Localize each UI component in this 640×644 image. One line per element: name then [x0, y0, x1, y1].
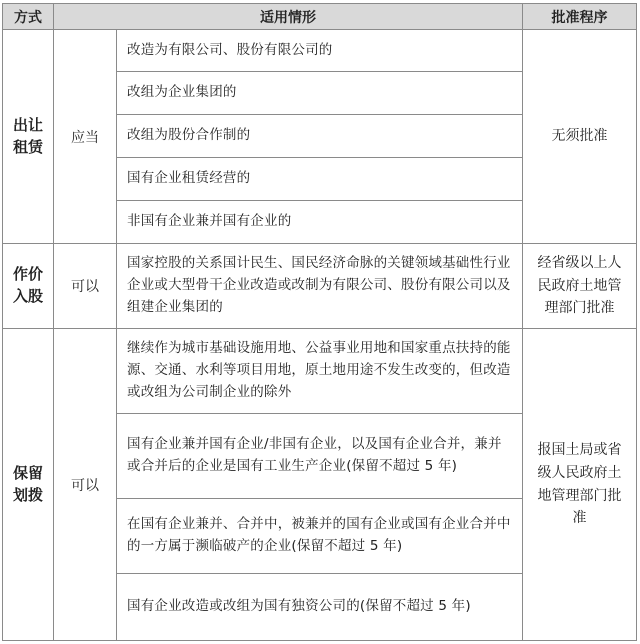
- case-cell: 改造为有限公司、股份有限公司的: [117, 30, 523, 72]
- land-policy-table: [2, 3, 637, 641]
- case-cell: 国有企业改造或改组为国有独资公司的(保留不超过 5 年): [117, 574, 523, 641]
- case-cell: 国有企业兼并国有企业/非国有企业，以及国有企业合并，兼并或合并后的企业是国有工业生产企业(保留不超过 5 年): [117, 414, 523, 499]
- case-cell: 国家控股的关系国计民生、国民经济命脉的关键领域基础性行业企业或大型骨干企业改造或改制为有限公司、股份有限公司以及组建企业集团的: [117, 244, 523, 329]
- mode-cell: 出让租赁: [3, 30, 54, 244]
- header-mode: 方式: [3, 4, 54, 30]
- case-cell: 国有企业租赁经营的: [117, 158, 523, 201]
- case-cell: 改组为股份合作制的: [117, 115, 523, 158]
- mode-cell: 作价入股: [3, 244, 54, 329]
- case-cell: 改组为企业集团的: [117, 72, 523, 115]
- header-case: 适用情形: [54, 4, 523, 30]
- level-cell: 可以: [54, 329, 117, 641]
- procedure-cell: 经省级以上人民政府土地管理部门批准: [523, 244, 637, 329]
- procedure-cell: 无须批准: [523, 30, 637, 244]
- table-row: [3, 244, 637, 329]
- mode-cell: 保留划拨: [3, 329, 54, 641]
- case-cell: 继续作为城市基础设施用地、公益事业用地和国家重点扶持的能源、交通、水利等项目用地，原土地用途不发生改变的，但改造或改组为公司制企业的除外: [117, 329, 523, 414]
- case-cell: 在国有企业兼并、合并中，被兼并的国有企业或国有企业合并中的一方属于濒临破产的企业(保留不超过 5 年): [117, 499, 523, 574]
- table-row: [3, 30, 637, 72]
- level-cell: 可以: [54, 244, 117, 329]
- case-cell: 非国有企业兼并国有企业的: [117, 201, 523, 244]
- header-procedure: 批准程序: [523, 4, 637, 30]
- procedure-cell: 报国土局或省级人民政府土地管理部门批准: [523, 329, 637, 641]
- header-row: [3, 4, 637, 30]
- table-row: [3, 329, 637, 414]
- level-cell: 应当: [54, 30, 117, 244]
